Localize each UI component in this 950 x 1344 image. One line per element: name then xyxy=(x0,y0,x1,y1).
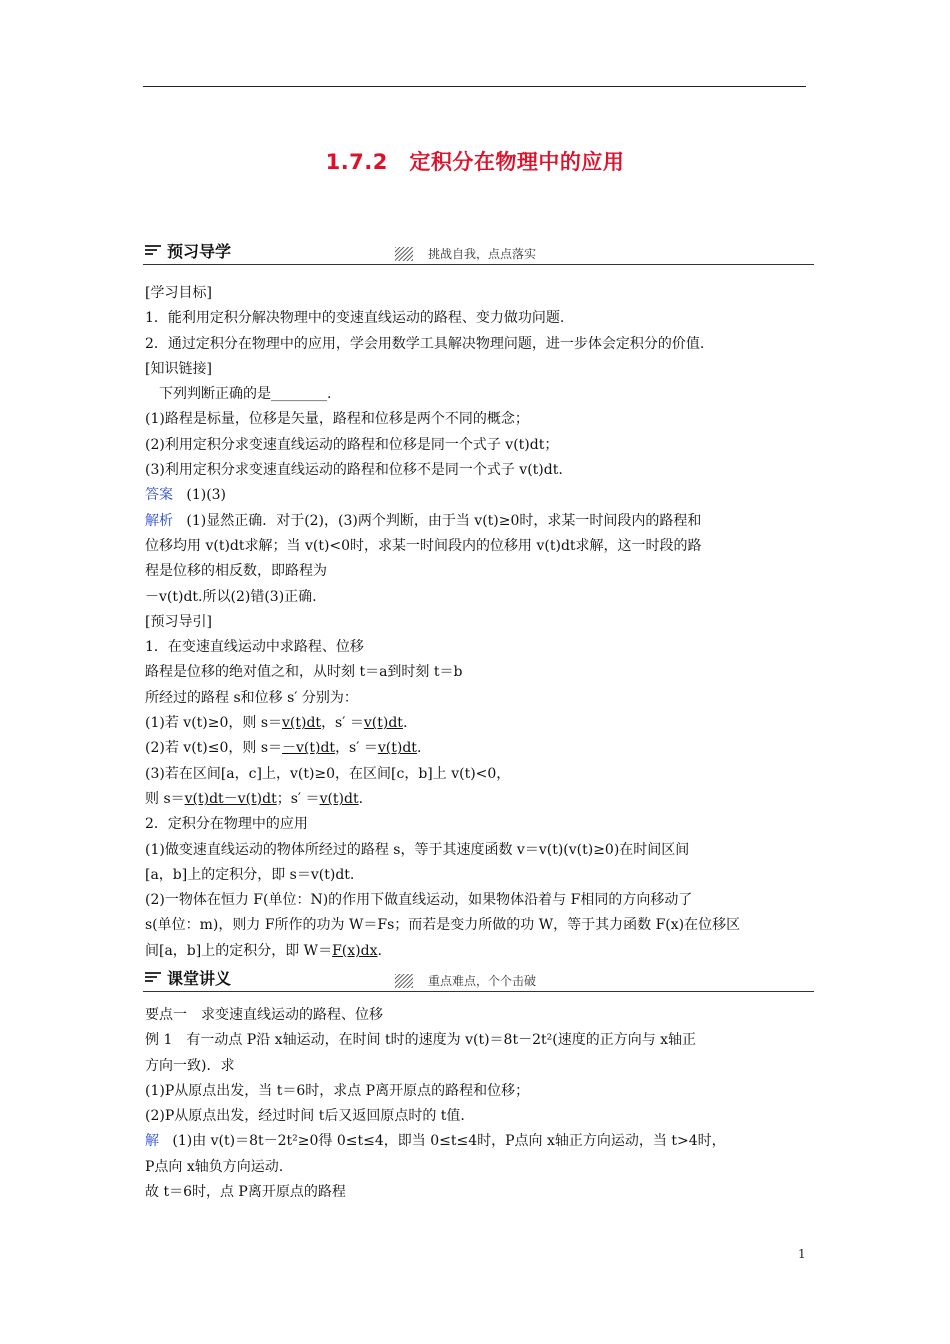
formula-blank: v(t)dt－v(t)dt xyxy=(184,790,277,807)
answer-line xyxy=(145,483,815,508)
text-line: s(单位：m)，则力 F所作的功为 W＝Fs；而若是变力所做的功 W，等于其力函数 F(x)在位移区 xyxy=(145,917,741,934)
text-line: 2．定积分在物理中的应用 xyxy=(145,816,308,833)
formula-blank: v(t)dt xyxy=(282,715,322,732)
formula-line xyxy=(145,939,815,964)
section-rule xyxy=(143,264,814,265)
answer-label: 答案 xyxy=(145,487,173,504)
formula-text: 间[a，b]上的定积分，即 W＝ xyxy=(145,942,333,959)
text-line: －v(t)dt.所以(2)错(3)正确. xyxy=(145,588,317,605)
text-line: (3)若在区间[a，c]上，v(t)≥0，在区间[c，b]上 v(t)<0， xyxy=(145,765,511,782)
section-icon xyxy=(145,245,161,259)
formula-blank: v(t)dt xyxy=(319,790,359,807)
text-line: (1)路程是标量，位移是矢量，路程和位移是两个不同的概念； xyxy=(145,411,529,428)
text-line: [预习导引] xyxy=(145,613,212,630)
preview-content xyxy=(145,281,815,964)
text-line: 所经过的路程 s和位移 s′ 分别为： xyxy=(145,689,358,706)
formula-blank: v(t)dt xyxy=(363,715,403,732)
text-line: (3)利用定积分求变速直线运动的路程和位移不是同一个式子 v(t)dt. xyxy=(145,462,563,479)
text-line: (2)一物体在恒力 F(单位：N)的作用下做直线运动，如果物体沿着与 F相同的方向移动了 xyxy=(145,892,693,909)
text-line: 程是位移的相反数，即路程为 xyxy=(145,563,327,580)
text-line: P点向 x轴负方向运动. xyxy=(145,1158,284,1175)
analysis-text: (1)显然正确．对于(2)，(3)两个判断，由于当 v(t)≥0时，求某一时间段内的路程和 xyxy=(186,512,702,529)
header-rule xyxy=(143,86,806,87)
formula-blank: v(t)dt xyxy=(377,740,417,757)
text-line: 位移均用 v(t)dt求解；当 v(t)<0时，求某一时间段内的位移用 v(t)dt求解，这一时段的路 xyxy=(145,537,702,554)
lecture-content xyxy=(145,1003,815,1205)
formula-text: (2)若 v(t)≤0，则 s＝ xyxy=(145,740,283,757)
section-subtitle: 重点难点，个个击破 xyxy=(428,974,537,988)
text-line: 路程是位移的绝对值之和，从时刻 t＝a到时刻 t＝b xyxy=(145,664,463,681)
text-line: [a，b]上的定积分，即 s＝v(t)dt. xyxy=(145,866,355,883)
text-line: 例 1 有一动点 P沿 x轴运动，在时间 t时的速度为 v(t)＝8t－2t²(速度的正方向与 x轴正 xyxy=(145,1032,697,1049)
solution-label: 解 xyxy=(145,1133,159,1150)
page-number: 1 xyxy=(798,1247,806,1261)
solution-text: (1)由 v(t)＝8t－2t²≥0得 0≤t≤4，即当 0≤t≤4时，P点向 x轴正方向运动，当 t>4时， xyxy=(172,1133,726,1150)
solution-line xyxy=(145,1129,815,1154)
formula-line xyxy=(145,711,815,736)
section-heading-lecture xyxy=(143,968,814,992)
text-line: 下列判断正确的是________. xyxy=(159,386,332,403)
hatch-icon xyxy=(395,974,413,988)
section-title: 课堂讲义 xyxy=(167,969,232,988)
formula-text: . xyxy=(402,715,408,732)
formula-text: ；s′ ＝ xyxy=(276,790,320,807)
text-line: 1．在变速直线运动中求路程、位移 xyxy=(145,639,364,656)
text-line: [学习目标] xyxy=(145,285,212,301)
text-line: (1)做变速直线运动的物体所经过的路程 s，等于其速度函数 v＝v(t)(v(t)≥0)在时间区间 xyxy=(145,841,690,858)
formula-blank: F(x)dx xyxy=(332,942,378,959)
text-line: [知识链接] xyxy=(145,360,212,377)
text-line: 2．通过定积分在物理中的应用，学会用数学工具解决物理问题，进一步体会定积分的价值. xyxy=(145,335,705,352)
formula-text: 则 s＝ xyxy=(145,790,185,807)
text-line: (1)P从原点出发，当 t＝6时，求点 P离开原点的路程和位移； xyxy=(145,1082,530,1099)
formula-text: . xyxy=(358,790,364,807)
text-line: (2)利用定积分求变速直线运动的路程和位移是同一个式子 v(t)dt； xyxy=(145,436,559,453)
text-line: 1．能利用定积分解决物理中的变速直线运动的路程、变力做功问题. xyxy=(145,310,565,327)
text-line: (2)P从原点出发，经过时间 t后又返回原点时的 t值. xyxy=(145,1108,465,1125)
formula-text: (1)若 v(t)≥0，则 s＝ xyxy=(145,715,283,732)
formula-text: . xyxy=(377,942,382,959)
section-heading-preview xyxy=(143,241,814,265)
text-line: 方向一致)．求 xyxy=(145,1057,235,1074)
text-line: 故 t＝6时，点 P离开原点的路程 xyxy=(145,1184,346,1201)
formula-text: ，s′ ＝ xyxy=(335,740,378,757)
formula-line xyxy=(145,736,815,761)
section-rule xyxy=(143,991,814,992)
hatch-icon xyxy=(395,247,413,261)
formula-text: . xyxy=(416,740,422,757)
formula-blank: －v(t)dt xyxy=(282,740,336,757)
text-line: 要点一 求变速直线运动的路程、位移 xyxy=(145,1007,383,1023)
analysis-label: 解析 xyxy=(145,512,173,529)
section-subtitle: 挑战自我，点点落实 xyxy=(428,247,537,261)
formula-line xyxy=(145,787,815,812)
section-title: 预习导学 xyxy=(167,242,232,261)
formula-text: ，s′ ＝ xyxy=(321,715,364,732)
section-icon xyxy=(145,972,161,986)
analysis-line xyxy=(145,509,815,534)
answer-text: (1)(3) xyxy=(186,487,227,504)
page-title: 1.7.2 定积分在物理中的应用 xyxy=(325,150,625,174)
